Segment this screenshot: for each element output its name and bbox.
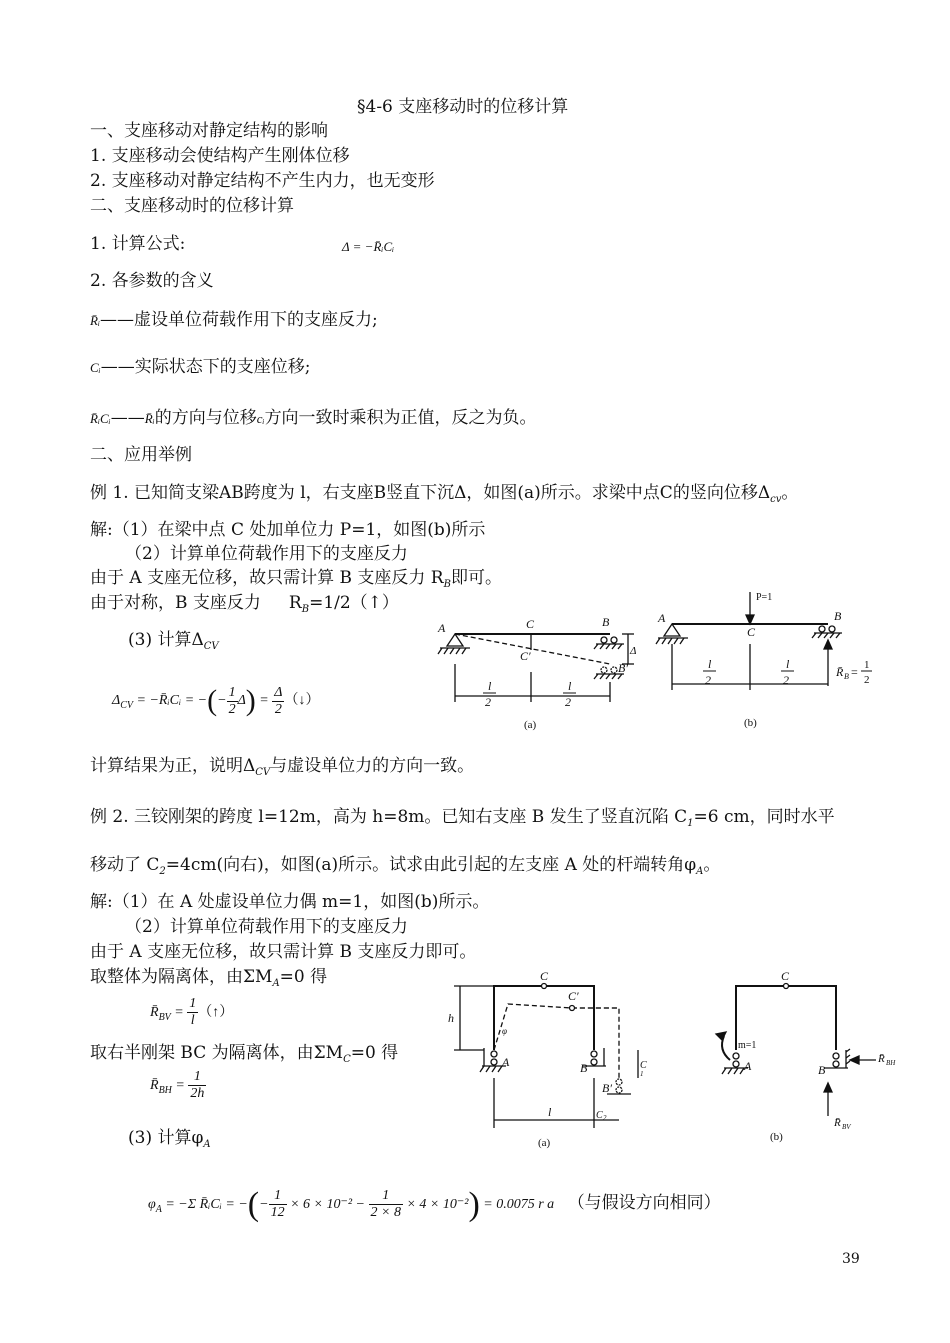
frac-den: 2 bbox=[274, 701, 282, 717]
example-2-text-b: =6 cm，同时水平 bbox=[693, 807, 835, 827]
solution-2-step-5 bbox=[90, 1042, 398, 1071]
hinge-c-prime bbox=[570, 1006, 575, 1011]
label-c1: C bbox=[640, 1060, 647, 1071]
unit-load-arrowhead bbox=[746, 615, 754, 624]
formula-phi-frac-2 bbox=[369, 1188, 403, 1221]
figure-2b-unit-moment bbox=[700, 968, 900, 1146]
solution-2-step-4 bbox=[90, 966, 327, 995]
example-2-sub-1: 1 bbox=[687, 818, 694, 829]
frame-line bbox=[494, 986, 594, 1050]
frac-num: 1 bbox=[188, 1069, 206, 1086]
label-half-num-2: l bbox=[786, 657, 790, 671]
formula-delta-cv-lhs-sub: CV bbox=[120, 700, 133, 712]
label-a: A bbox=[502, 1055, 510, 1069]
label-rb: R̄ bbox=[836, 665, 844, 679]
solution-1-step-2: （2）计算单位荷载作用下的支座反力 bbox=[125, 544, 408, 564]
example-2-text-d: =4cm(向右)，如图(a)所示。试求由此引起的左支座 A 处的杆端转角φ bbox=[165, 855, 697, 875]
label-b: B bbox=[602, 615, 610, 629]
figure-2a-frame-settlement bbox=[444, 968, 649, 1153]
frac-den: 2 bbox=[228, 701, 236, 717]
label-l: l bbox=[548, 1105, 552, 1119]
frac-num: 1 bbox=[228, 684, 236, 700]
formula-rbv-lhs: R̄ bbox=[150, 1005, 159, 1020]
label-half-den-2: 2 bbox=[783, 673, 789, 687]
section-1-heading: 一、支座移动对静定结构的影响 bbox=[90, 121, 328, 141]
unit-moment-arc bbox=[722, 1036, 730, 1060]
reaction-arrowhead bbox=[824, 640, 832, 649]
example-2-text-a: 例 2. 三铰刚架的跨度 l=12m，高为 h=8m。已知右支座 B 发生了竖直沉陷 C bbox=[90, 807, 688, 827]
solution-2-step-5-text: 取右半刚架 BC 为隔离体，由ΣM bbox=[90, 1043, 344, 1063]
result-1-b: 与虚设单位力的方向一致。 bbox=[270, 756, 475, 776]
figure-1a-beam-settlement bbox=[430, 612, 640, 737]
frac-den: 12 bbox=[270, 1205, 285, 1221]
frac-den: 2h bbox=[190, 1086, 205, 1102]
figure-1b-unit-load bbox=[650, 588, 882, 730]
param-sign-dash: —— bbox=[110, 408, 145, 428]
label-c: C bbox=[540, 969, 549, 983]
example-2-sub-2: 2 bbox=[159, 866, 166, 877]
example-1-sub: cv bbox=[770, 494, 782, 505]
pin-bp-2 bbox=[616, 1087, 622, 1093]
label-phi: φ bbox=[502, 1026, 507, 1036]
example-2-statement-1 bbox=[90, 806, 835, 835]
label-half-num-1: l bbox=[488, 679, 492, 693]
solution-1-step-4-value: R bbox=[288, 593, 302, 613]
pin-b-2 bbox=[591, 1059, 597, 1065]
item-2-1: 1. 计算公式: bbox=[90, 234, 186, 254]
solution-1-step-4-sub: B bbox=[301, 604, 310, 615]
label-b-prime: B′ bbox=[618, 661, 628, 675]
example-1-text: 例 1. 已知简支梁AB跨度为 l，右支座B竖直下沉Δ，如图(a)所示。求梁中点C的竖向位移Δ bbox=[90, 483, 771, 503]
formula-delta-cv-result bbox=[272, 685, 284, 718]
hatch-a bbox=[480, 1066, 502, 1072]
formula-delta-cv-mid: = −R̄ᵢCᵢ = − bbox=[136, 693, 208, 709]
formula-paren-open: ( bbox=[247, 1185, 260, 1223]
solution-2-step-6-sub: A bbox=[203, 1139, 211, 1150]
label-rbv: R̄ bbox=[834, 1117, 841, 1129]
formula-phi-frac-1 bbox=[269, 1188, 287, 1221]
label-p: P=1 bbox=[756, 592, 773, 603]
label-half-den-1: 2 bbox=[485, 695, 491, 709]
frac-num: 1 bbox=[369, 1188, 403, 1205]
frac-num: Δ bbox=[274, 684, 283, 700]
label-rbv-sub: BV bbox=[842, 1123, 851, 1131]
result-1 bbox=[90, 755, 474, 784]
formula-rbv-frac bbox=[187, 996, 198, 1029]
solution-2-step-4-sub: A bbox=[272, 978, 280, 989]
roller-b-2 bbox=[829, 626, 835, 632]
param-reaction bbox=[90, 309, 378, 332]
param-sign-symbol: R̄ᵢCᵢ bbox=[90, 411, 111, 426]
label-b: B bbox=[818, 1063, 826, 1077]
formula-phi-lhs: φ bbox=[148, 1197, 156, 1212]
solution-2-step-3: 由于 A 支座无位移，故只需计算 B 支座反力即可。 bbox=[90, 942, 477, 962]
label-c2-sub: 2 bbox=[603, 1114, 607, 1122]
result-1-a: 计算结果为正，说明Δ bbox=[90, 756, 256, 776]
roller-bp-2 bbox=[611, 667, 617, 673]
label-c: C bbox=[526, 617, 535, 631]
example-1-end: 。 bbox=[781, 483, 799, 503]
solution-2-step-5-end: =0 得 bbox=[350, 1043, 399, 1063]
param-sign-symbol-3: cᵢ bbox=[256, 411, 265, 426]
formula-rbv-sub: BV bbox=[158, 1012, 171, 1023]
item-1-1: 1. 支座移动会使结构产生刚体位移 bbox=[90, 146, 350, 166]
formula-rbh-sub: BH bbox=[158, 1085, 172, 1096]
hatch-b bbox=[594, 644, 622, 649]
result-1-sub: CV bbox=[255, 767, 271, 778]
formula-phi-result: = 0.0075 r a bbox=[483, 1197, 555, 1212]
roller-b-1 bbox=[601, 637, 607, 643]
solution-1-step-5-sub: CV bbox=[203, 641, 219, 652]
solution-1-step-4-text: 由于对称，B 支座反力 bbox=[90, 593, 261, 613]
formula-paren-open: ( bbox=[207, 684, 218, 717]
pin-b-1 bbox=[591, 1051, 597, 1057]
rbv-arrowhead bbox=[824, 1083, 832, 1092]
label-b: B bbox=[580, 1061, 588, 1075]
caption-a: (a) bbox=[538, 1137, 551, 1149]
formula-phi-lhs-sub: A bbox=[155, 1204, 162, 1215]
section-3-heading: 二、应用举例 bbox=[90, 445, 192, 465]
pin-a-1 bbox=[733, 1053, 739, 1059]
formula-delta-cv-delta: Δ bbox=[237, 693, 246, 709]
label-c-prime: C′ bbox=[520, 649, 531, 663]
solution-1-step-4 bbox=[90, 592, 399, 621]
pin-support-a bbox=[447, 634, 463, 646]
solution-2-step-1: 解:（1）在 A 处虚设单位力偶 m=1，如图(b)所示。 bbox=[90, 892, 490, 912]
param-displacement-symbol: Cᵢ bbox=[90, 360, 101, 375]
rbh-arrowhead bbox=[850, 1056, 859, 1064]
example-2-sub-3: A bbox=[696, 866, 704, 877]
formula-paren-close: ) bbox=[468, 1185, 480, 1223]
pin-a-1 bbox=[491, 1051, 497, 1057]
label-delta: Δ bbox=[630, 645, 637, 657]
example-2-statement-2 bbox=[90, 854, 720, 883]
roller-b-1 bbox=[819, 626, 825, 632]
formula-rbv: $R̄_{BV}$ = $\frac{1}{l}$ （↑） bbox=[150, 996, 234, 1029]
formula-rbv-arrow: （↑） bbox=[198, 1005, 234, 1020]
pin-support-a bbox=[664, 624, 680, 636]
roller-b-2 bbox=[611, 637, 617, 643]
example-2-text-e: 。 bbox=[703, 855, 721, 875]
solution-2-step-4-text: 取整体为隔离体，由ΣM bbox=[90, 967, 273, 987]
frac-num: 1 bbox=[189, 996, 197, 1012]
label-rb-sub: B bbox=[844, 672, 849, 681]
solution-2-step-2: （2）计算单位荷载作用下的支座反力 bbox=[125, 917, 408, 937]
label-c-prime: C′ bbox=[568, 989, 579, 1003]
solution-2-step-6 bbox=[128, 1127, 211, 1156]
page-title: §4-6 支座移动时的位移计算 bbox=[357, 97, 569, 117]
label-half-den-1: 2 bbox=[705, 673, 711, 687]
formula-phi-b-part: × 6 × 10⁻² − bbox=[290, 1197, 366, 1212]
hinge-c bbox=[784, 984, 789, 989]
param-reaction-symbol: R̄ᵢ bbox=[90, 313, 100, 328]
formula-phi-a-part: = −Σ R̄ᵢCᵢ = − bbox=[165, 1197, 248, 1212]
label-c1-sub: 1 bbox=[640, 1070, 644, 1078]
label-b: B bbox=[834, 609, 842, 623]
formula-paren-close: ) bbox=[245, 684, 256, 717]
formula-delta-cv: $\Delta_{CV}$ = −R̄ᵢCᵢ = −(− $\frac{1}{2}$ Δ) = $\frac{\Delta}{2}$ （↓） bbox=[112, 684, 320, 717]
label-m: m=1 bbox=[738, 1040, 757, 1051]
label-rb-num: 1 bbox=[864, 659, 870, 671]
pin-b-1 bbox=[833, 1053, 839, 1059]
formula-delta-cv-frac bbox=[227, 685, 238, 718]
solution-1-step-5 bbox=[128, 629, 219, 658]
label-half-num-1: l bbox=[708, 657, 712, 671]
caption-b: (b) bbox=[744, 717, 757, 729]
solution-1-step-4-end: =1/2（↑） bbox=[309, 593, 399, 613]
label-rb-eq: = bbox=[851, 665, 858, 679]
formula-rbh: $R̄_{BH}$ = $\frac{1}{2h}$ bbox=[150, 1069, 205, 1102]
unit-moment-arrowhead bbox=[716, 1032, 726, 1040]
label-a: A bbox=[438, 621, 446, 635]
hatch-b bbox=[812, 633, 840, 638]
label-rbh: R̄ bbox=[878, 1053, 885, 1065]
formula-phi-c-part: × 4 × 10⁻² bbox=[406, 1197, 469, 1212]
hatch-a bbox=[722, 1068, 744, 1074]
label-a: A bbox=[658, 611, 666, 625]
caption-b: (b) bbox=[770, 1131, 783, 1143]
param-reaction-text: ——虚设单位荷载作用下的支座反力; bbox=[100, 310, 378, 330]
formula-phi-a: $\varphi_A = -\Sigma$ R̄ᵢCᵢ = −(− $\frac{1}{12}$ × 6 × 10⁻² − $\frac{1}{2 \times 8}$ × 4 × 10⁻²) = 0.0075 r a （与假设方向相同） bbox=[148, 1185, 721, 1223]
label-a: A bbox=[744, 1059, 752, 1073]
page-number: 39 bbox=[842, 1251, 860, 1267]
formula-delta-cv-lhs: Δ bbox=[112, 693, 121, 709]
pin-bp-1 bbox=[616, 1079, 622, 1085]
label-c2: C bbox=[596, 1110, 603, 1121]
example-1-statement bbox=[90, 482, 798, 511]
solution-1-step-1: 解:（1）在梁中点 C 处加单位力 P=1，如图(b)所示 bbox=[90, 520, 486, 540]
deflected-beam-line bbox=[455, 634, 610, 664]
label-c: C bbox=[747, 625, 756, 639]
caption-a: (a) bbox=[524, 719, 537, 731]
label-rb-den: 2 bbox=[864, 674, 870, 686]
solution-1-step-3-text: 由于 A 支座无位移，故只需计算 B 支座反力 R bbox=[90, 568, 444, 588]
param-sign-symbol-2: R̄ᵢ bbox=[144, 411, 155, 426]
formula-delta-cv-arrow: （↓） bbox=[284, 693, 320, 709]
param-sign-text-c: 方向一致时乘积为正值，反之为负。 bbox=[264, 408, 537, 428]
formula-rbh-lhs: R̄ bbox=[150, 1078, 159, 1093]
frac-den: l bbox=[190, 1013, 195, 1029]
hatch-a bbox=[656, 638, 684, 644]
label-h: h bbox=[448, 1011, 454, 1025]
pin-b-2 bbox=[833, 1061, 839, 1067]
item-2-2: 2. 各参数的含义 bbox=[90, 271, 214, 291]
solution-2-step-6-text: (3) 计算φ bbox=[128, 1128, 204, 1148]
formula-rbh-frac bbox=[188, 1069, 206, 1102]
frac-den: 2 × 8 bbox=[370, 1205, 401, 1221]
hatch-a bbox=[438, 648, 466, 654]
solution-1-step-5-text: (3) 计算Δ bbox=[128, 630, 204, 650]
example-2-text-c: 移动了 C bbox=[90, 855, 160, 875]
solution-1-step-3-sub: B bbox=[443, 579, 451, 590]
item-1-2: 2. 支座移动对静定结构不产生内力，也无变形 bbox=[90, 171, 435, 191]
hinge-c bbox=[542, 984, 547, 989]
label-rbh-sub: BH bbox=[886, 1059, 896, 1067]
pin-a-2 bbox=[491, 1059, 497, 1065]
label-half-den-2: 2 bbox=[565, 695, 571, 709]
label-b-prime: B′ bbox=[602, 1081, 612, 1095]
param-displacement bbox=[90, 356, 310, 379]
solution-1-step-3-end: 即可。 bbox=[450, 568, 502, 588]
label-half-num-2: l bbox=[568, 679, 572, 693]
param-displacement-text: ——实际状态下的支座位移; bbox=[100, 357, 311, 377]
section-2-heading: 二、支座移动时的位移计算 bbox=[90, 196, 294, 216]
param-sign-text-b: 的方向与位移 bbox=[154, 408, 257, 428]
solution-2-step-4-end: =0 得 bbox=[279, 967, 328, 987]
displaced-frame bbox=[494, 1004, 619, 1078]
pin-a-2 bbox=[733, 1061, 739, 1067]
roller-bp-1 bbox=[601, 667, 607, 673]
label-c: C bbox=[781, 969, 790, 983]
frac-num: 1 bbox=[269, 1188, 287, 1205]
solution-2-step-5-sub: C bbox=[343, 1054, 351, 1065]
param-sign bbox=[90, 407, 537, 430]
formula-phi-note: （与假设方向相同） bbox=[567, 1193, 721, 1213]
formula-displacement: Δ = −R̄ᵢCᵢ bbox=[342, 239, 395, 254]
